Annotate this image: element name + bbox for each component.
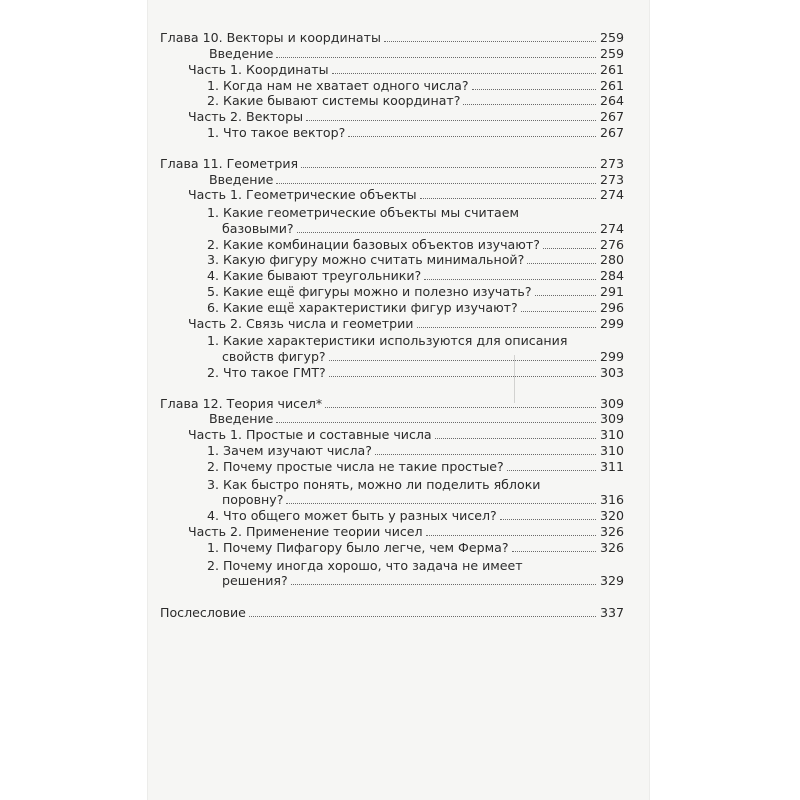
- dot-leader: [507, 470, 596, 471]
- toc-entry: [160, 171, 624, 187]
- toc-page-number: 274: [599, 220, 624, 236]
- toc-entry-title: 3. Какую фигуру можно считать минимальной?: [207, 252, 525, 268]
- toc-entry: [160, 523, 624, 539]
- dot-leader: [276, 422, 596, 423]
- dot-leader: [512, 551, 596, 552]
- toc-entry: [160, 492, 624, 508]
- toc-entry-title: Введение: [209, 45, 274, 61]
- toc-entry-title: Глава 11. Геометрия: [160, 155, 299, 171]
- toc-page-number: 280: [599, 252, 624, 268]
- toc-entry-wrapped-line: 2. Почему иногда хорошо, что задача не имеет: [207, 557, 523, 573]
- toc-page-number: 264: [599, 93, 624, 109]
- toc-afterword: [160, 604, 624, 620]
- toc-entry: [160, 267, 624, 283]
- toc-page-number: 299: [599, 349, 624, 365]
- dot-leader: [535, 295, 596, 296]
- dot-leader: [276, 183, 596, 184]
- toc-page-number: 267: [599, 125, 624, 141]
- dot-leader: [249, 616, 596, 617]
- toc-entry-title: Часть 2. Векторы: [188, 109, 304, 125]
- toc-entry-wrapped-line: 1. Какие характеристики используются для описания: [207, 333, 568, 349]
- section-gap: [160, 588, 624, 604]
- toc-page-number: 291: [599, 284, 624, 300]
- toc-page-number: 309: [599, 395, 624, 411]
- dot-leader: [500, 519, 596, 520]
- toc-entry-title: Глава 10. Векторы и координаты: [160, 29, 381, 45]
- toc-entry: [160, 315, 624, 331]
- toc-entry: [160, 507, 624, 523]
- toc-entry: [160, 442, 624, 458]
- toc-entry-title: поровну?: [222, 492, 284, 508]
- toc-entry: [160, 411, 624, 427]
- toc-entry-title: 4. Какие бывают треугольники?: [207, 268, 422, 284]
- dot-leader: [472, 89, 596, 90]
- section-gap: [160, 140, 624, 155]
- toc-entry-title: 1. Что такое вектор?: [207, 125, 346, 141]
- toc-entry-title: 2. Почему простые числа не такие простые?: [207, 459, 504, 475]
- toc-entry-title: 6. Какие ещё характеристики фигур изучают?: [207, 300, 518, 316]
- toc-page-number: 299: [599, 316, 624, 332]
- toc-page-number: 284: [599, 268, 624, 284]
- toc-entry-title: 5. Какие ещё фигуры можно и полезно изучать?: [207, 284, 532, 300]
- toc-page-number: 303: [599, 365, 624, 381]
- toc-page-number: 276: [599, 236, 624, 252]
- dot-leader: [348, 136, 596, 137]
- toc-page-number: 261: [599, 77, 624, 93]
- dot-leader: [384, 41, 596, 42]
- dot-leader: [521, 311, 596, 312]
- toc-entry-title: решения?: [222, 573, 288, 589]
- toc-page-number: 320: [599, 508, 624, 524]
- dot-leader: [420, 198, 596, 199]
- dot-leader: [325, 407, 596, 408]
- toc-entry: [160, 458, 624, 474]
- toc-chapter-12: [160, 395, 624, 411]
- toc-entry-title: 1. Почему Пифагору было легче, чем Ферма?: [207, 540, 509, 556]
- toc-entry: [160, 187, 624, 203]
- dot-leader: [329, 376, 596, 377]
- toc-entry: [160, 108, 624, 124]
- toc-entry-title: Часть 1. Координаты: [188, 61, 329, 77]
- dot-leader: [463, 104, 596, 105]
- toc-entry-title: 1. Когда нам не хватает одного числа?: [207, 77, 469, 93]
- toc-page-number: 296: [599, 300, 624, 316]
- toc-entry-title: Часть 1. Простые и составные числа: [188, 427, 432, 443]
- dot-leader: [301, 167, 596, 168]
- toc-entry: [160, 283, 624, 299]
- dot-leader: [417, 327, 596, 328]
- toc-page-number: 326: [599, 524, 624, 540]
- toc-entry: [160, 77, 624, 93]
- dot-leader: [286, 503, 596, 504]
- toc-entry-title: Введение: [209, 411, 274, 427]
- toc-page-number: 316: [599, 492, 624, 508]
- toc-entry: [160, 364, 624, 380]
- toc-entry-title: 4. Что общего может быть у разных чисел?: [207, 508, 497, 524]
- toc-entry-title: 2. Какие бывают системы координат?: [207, 93, 461, 109]
- toc-entry-title: 2. Что такое ГМТ?: [207, 365, 326, 381]
- toc-entry-wrapped-line: 1. Какие геометрические объекты мы считаем: [207, 204, 520, 220]
- toc-entry: [160, 252, 624, 268]
- section-gap: [160, 380, 624, 395]
- toc-entry: [160, 236, 624, 252]
- dot-leader: [543, 248, 596, 249]
- dot-leader: [297, 232, 596, 233]
- dot-leader: [426, 535, 596, 536]
- toc-entry: [160, 124, 624, 140]
- toc-entry-title: свойств фигур?: [222, 349, 326, 365]
- toc-entry-title: Часть 2. Связь числа и геометрии: [188, 316, 414, 332]
- toc-page-number: 337: [599, 605, 624, 621]
- dot-leader: [435, 438, 596, 439]
- toc-chapter-11: [160, 155, 624, 171]
- toc-entry: [160, 348, 624, 364]
- table-of-contents: [160, 29, 624, 620]
- toc-page-number: 309: [599, 411, 624, 427]
- dot-leader: [424, 279, 596, 280]
- dot-leader: [291, 584, 596, 585]
- toc-page-number: 261: [599, 61, 624, 77]
- toc-entry: [160, 61, 624, 77]
- toc-entry-title: Часть 1. Геометрические объекты: [188, 187, 417, 203]
- dot-leader: [276, 57, 596, 58]
- toc-entry-wrapped-line: 3. Как быстро понять, можно ли поделить яблоки: [207, 476, 541, 492]
- dot-leader: [332, 73, 596, 74]
- toc-entry: [160, 299, 624, 315]
- toc-page-number: 274: [599, 187, 624, 203]
- toc-entry-title: базовыми?: [222, 220, 294, 236]
- toc-entry-title: Часть 2. Применение теории чисел: [188, 524, 423, 540]
- toc-page-number: 326: [599, 540, 624, 556]
- toc-entry: [160, 573, 624, 589]
- toc-page-number: 310: [599, 427, 624, 443]
- toc-entry: [160, 426, 624, 442]
- toc-entry-title: Глава 12. Теория чисел*: [160, 395, 323, 411]
- toc-entry-title: Введение: [209, 171, 274, 187]
- toc-entry: [160, 539, 624, 555]
- toc-entry-title: 1. Зачем изучают числа?: [207, 443, 372, 459]
- toc-page-number: 273: [599, 155, 624, 171]
- toc-page-number: 329: [599, 573, 624, 589]
- dot-leader: [375, 454, 596, 455]
- toc-entry: [160, 220, 624, 236]
- toc-page-number: 267: [599, 109, 624, 125]
- toc-page-number: 310: [599, 443, 624, 459]
- toc-entry-title: Послесловие: [160, 605, 246, 621]
- toc-page-number: 259: [599, 45, 624, 61]
- toc-entry-title: 2. Какие комбинации базовых объектов изучают?: [207, 236, 540, 252]
- dot-leader: [527, 263, 596, 264]
- dot-leader: [329, 360, 596, 361]
- toc-page-number: 311: [599, 459, 624, 475]
- toc-page-number: 259: [599, 29, 624, 45]
- toc-entry: [160, 93, 624, 109]
- toc-entry: [160, 45, 624, 61]
- dot-leader: [306, 120, 596, 121]
- toc-chapter-10: [160, 29, 624, 45]
- toc-page-number: 273: [599, 171, 624, 187]
